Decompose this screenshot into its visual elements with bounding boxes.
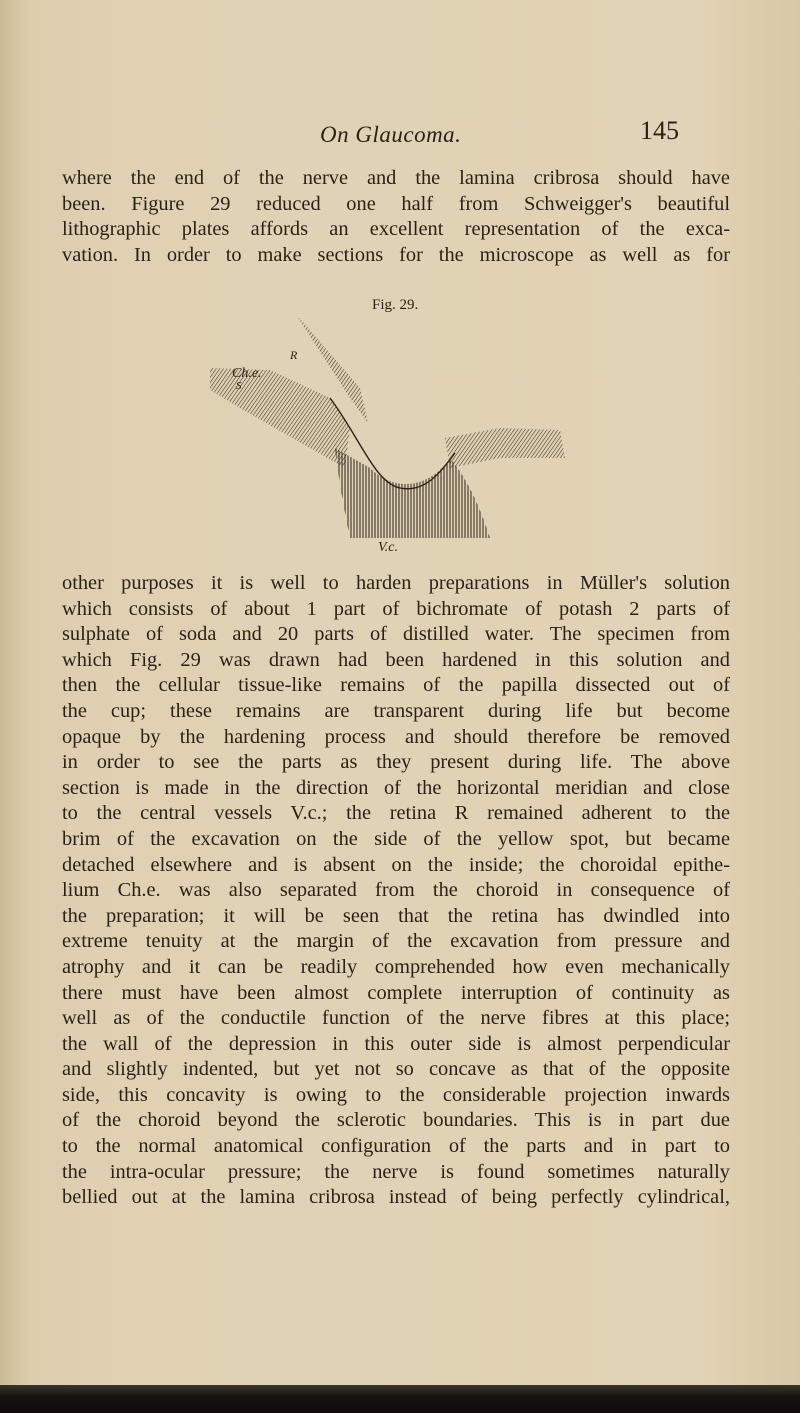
running-head-title: On Glaucoma. xyxy=(320,122,462,147)
text-line: extreme tenuity at the margin of the excavation from pressure and xyxy=(62,930,730,953)
text-line: there must have been almost complete interruption of continuity as xyxy=(62,981,730,1004)
text-line: sulphate of soda and 20 parts of distilled water. The specimen from xyxy=(62,623,730,646)
text-line: to the normal anatomical configuration of the parts and in part to xyxy=(62,1135,730,1158)
text-line: in order to see the parts as they present during life. The above xyxy=(62,751,730,774)
text-line: which consists of about 1 part of bichromate of potash 2 parts of xyxy=(62,597,730,620)
text-line: to the central vessels V.c.; the retina R remained adherent to the xyxy=(62,802,730,825)
paragraph-1 xyxy=(62,166,730,268)
text-line: of the choroid beyond the sclerotic boundaries. This is in part due xyxy=(62,1109,730,1132)
figure-caption: Fig. 29. xyxy=(372,297,419,313)
label-retina: R xyxy=(290,348,298,362)
text-line: bellied out at the lamina cribrosa instead of being perfectly cylindrical, xyxy=(62,1186,730,1209)
optic-nerve-engraving xyxy=(200,318,580,568)
text-line: brim of the excavation on the side of the yellow spot, but became xyxy=(62,827,730,850)
label-choroidal-epithelium: Ch.e. xyxy=(232,366,262,381)
page-number: 145 xyxy=(640,116,679,145)
text-line: atrophy and it can be readily comprehended how even mechanically xyxy=(62,955,730,978)
text-line: section is made in the direction of the horizontal meridian and close xyxy=(62,776,730,799)
page-bottom-edge xyxy=(0,1385,800,1413)
text-line: the cup; these remains are transparent during life but become xyxy=(62,699,730,722)
label-sclerotic: S xyxy=(236,380,242,392)
text-line: opaque by the hardening process and should therefore be removed xyxy=(62,725,730,748)
paragraph-2 xyxy=(62,571,730,1211)
text-line: side, this concavity is owing to the considerable projection inwards xyxy=(62,1083,730,1106)
text-line: detached elsewhere and is absent on the inside; the choroidal epithe- xyxy=(62,853,730,876)
text-line: the intra-ocular pressure; the nerve is found sometimes naturally xyxy=(62,1160,730,1183)
running-head xyxy=(0,116,800,162)
text-line: which Fig. 29 was drawn had been hardened in this solution and xyxy=(62,648,730,671)
figure-illustration xyxy=(200,318,580,568)
text-line: and slightly indented, but yet not so concave as that of the opposite xyxy=(62,1058,730,1081)
text-line: vation. In order to make sections for the microscope as well as for xyxy=(62,243,730,266)
label-central-vessels: V.c. xyxy=(378,540,398,555)
text-line: well as of the conductile function of the nerve fibres at this place; xyxy=(62,1007,730,1030)
text-line: the wall of the depression in this outer side is almost perpendicular xyxy=(62,1032,730,1055)
text-line: lithographic plates affords an excellent representation of the exca- xyxy=(62,218,730,241)
text-line: lium Ch.e. was also separated from the choroid in consequence of xyxy=(62,879,730,902)
text-line: been. Figure 29 reduced one half from Schweigger's beautiful xyxy=(62,192,730,215)
text-line: where the end of the nerve and the lamina cribrosa should have xyxy=(62,167,730,189)
text-line: other purposes it is well to harden preparations in Müller's solution xyxy=(62,572,730,594)
text-line: then the cellular tissue-like remains of the papilla dissected out of xyxy=(62,674,730,697)
text-line: the preparation; it will be seen that the retina has dwindled into xyxy=(62,904,730,927)
